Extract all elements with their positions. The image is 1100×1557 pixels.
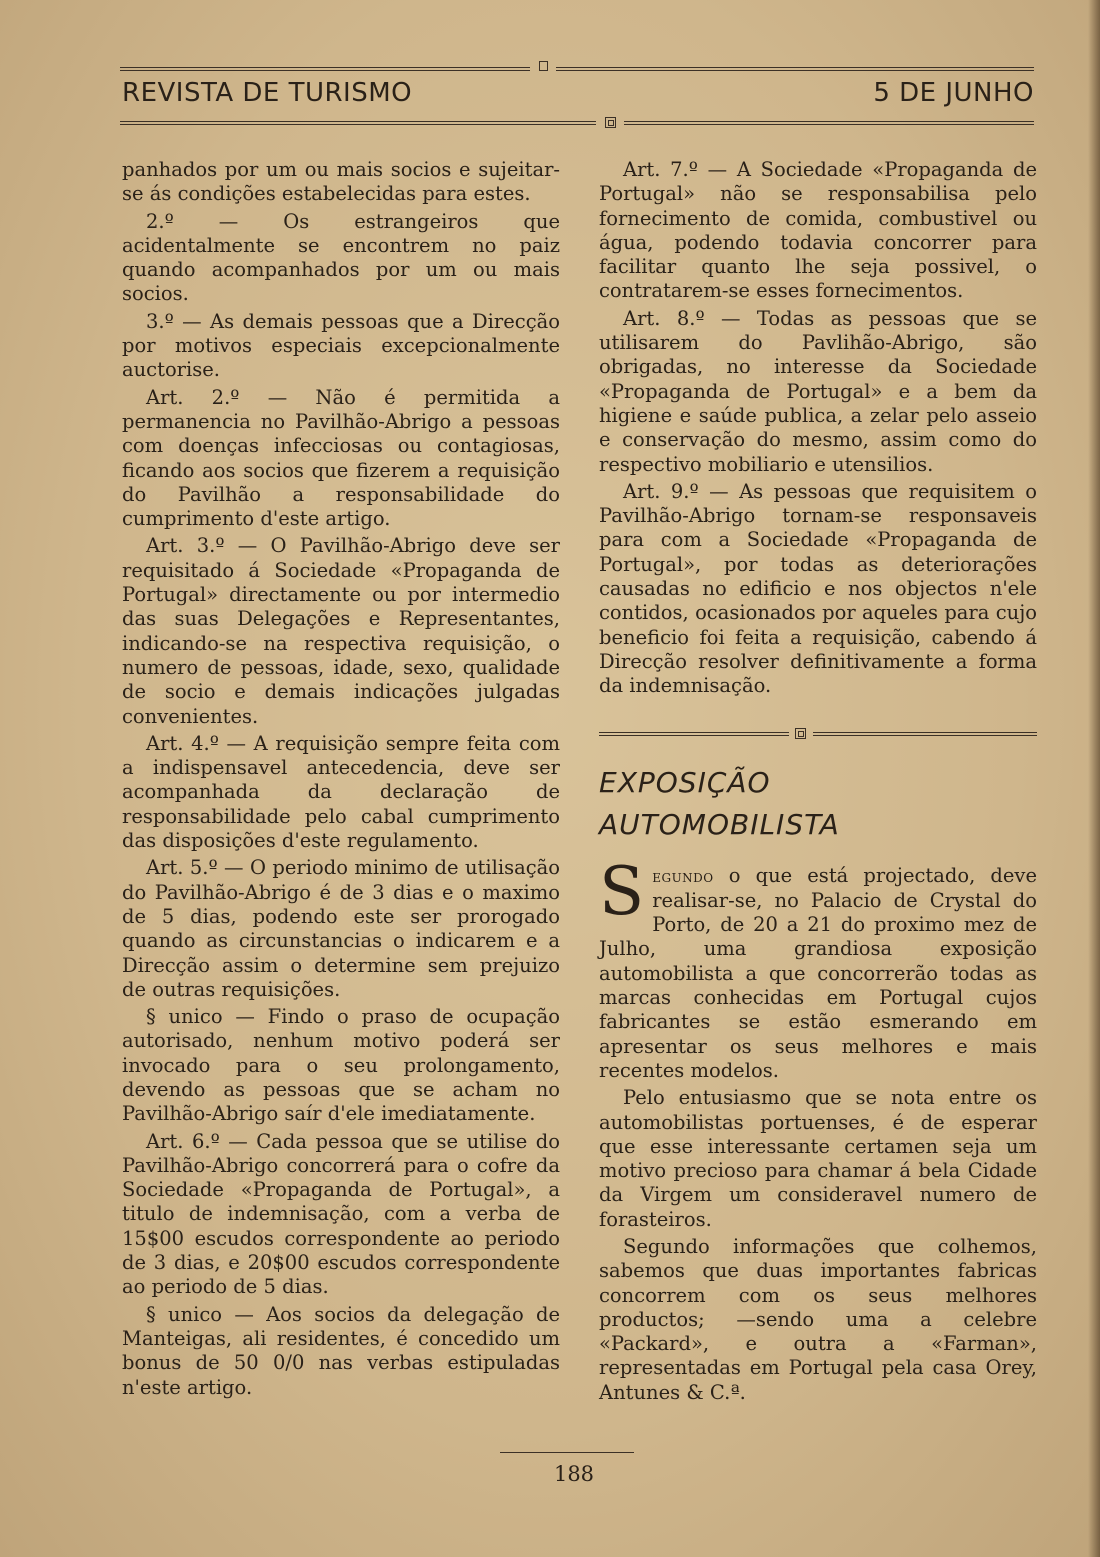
paragraph: Art. 9.º — As pessoas que requisitem o Pavilhão-Abrigo tornam-se responsaveis para com a Sociedade «Propaganda de Portugal», por todas as deteriorações causadas no edificio e nos objectos n'ele contidos, ocasionados por aqueles para cujo beneficio foi feita a requisição, cabendo á Direcção resolver definitivamente a forma da indemnisação. [599,479,1037,698]
header-top-rule-right-2 [556,70,1034,71]
header-bottom-rule-left-2 [120,124,596,125]
paragraph: Art. 5.º — O periodo minimo de utilisação do Pavilhão-Abrigo é de 3 dias e o maximo de 5 dias, podendo este ser prorogado quando as circunstancias o indicarem e a Direcção assim o determine sem prejuizo de outras requisições. [122,856,560,1001]
paragraph: Art. 7.º — A Sociedade «Propaganda de Portugal» não se responsabilisa pelo fornecimento de comida, combustivel ou água, podendo todavia concorrer para facilitar quanto lhe seja possivel, o contratarem-se esses fornecimentos. [599,158,1037,303]
paragraph: Art. 3.º — O Pavilhão-Abrigo deve ser requisitado á Sociedade «Propaganda de Portugal» directamente ou por intermedio das suas Delegações e Representantes, indicando-se na respectiva requisição, o numero de pessoas, idade, sexo, qualidade de socio e demais indicações julgadas convenientes. [122,534,560,728]
header-bottom-rule-left [120,121,596,122]
page-edge-shadow [1088,0,1100,1557]
article-title-line-1: EXPOSIÇÃO [599,765,771,799]
header-bottom-rule-right-2 [624,124,1034,125]
paragraph: § unico — Findo o praso de ocupação autorisado, nenhum motivo poderá ser invocado para o seu prolongamento, devendo as pessoas que se acham no Pavilhão-Abrigo saír d'ele imediatamente. [122,1005,560,1126]
paragraph: Art. 4.º — A requisição sempre feita com a indispensavel antecedencia, deve ser acompanhada da declaração de responsabilidade pelo cabal cumprimento das disposições d'este regulamento. [122,731,560,853]
journal-title: REVISTA DE TURISMO [122,78,413,108]
paragraph: § unico — Aos socios da delegação de Manteigas, ali residentes, é concedido um bonus de 50 0/0 nas verbas estipuladas n'este artigo. [122,1302,560,1399]
paragraph: 3.º — As demais pessoas que a Direcção por motivos especiais excepcionalmente auctorise. [122,309,560,382]
separator-rule-right-2 [813,735,1037,736]
right-column [599,158,1037,1408]
header-ornament-top [539,61,548,71]
paragraph: Pelo entusiasmo que se nota entre os automobilistas portuenses, é de esperar que esse interessante certamen seja um motivo precioso para chamar á bela Cidade da Virgem um consideravel numero de forasteiros. [599,1086,1037,1231]
article-title-line-2: AUTOMOBILISTA [599,807,840,841]
lead-small-caps: egundo [652,866,714,887]
section-separator [599,702,1037,752]
paragraph: Art. 8.º — Todas as pessoas que se utilisarem do Pavlihão-Abrigo, são obrigadas, no interesse da Sociedade «Propaganda de Portugal» e a bem da higiene e saúde publica, a zelar pelo asseio e conservação do mesmo, assim como do respectivo mobiliario e utensilios. [599,306,1037,476]
separator-rule-right [813,732,1037,733]
separator-rule-left [599,732,789,733]
header-top-rule-left [120,67,530,68]
header-top-rule-left-2 [120,70,530,71]
footer-rule [500,1452,634,1453]
drop-cap: S [599,852,645,930]
header-bottom-rule-right [624,121,1034,122]
paragraph: panhados por um ou mais socios e sujeitar-se ás condições estabelecidas para estes. [122,158,560,206]
separator-rule-left-2 [599,735,789,736]
page-number: 188 [553,1462,595,1486]
header-ornament-bottom [605,117,616,128]
paragraph: 2.º — Os estrangeiros que acidentalmente se encontrem no paiz quando acompanhados por um ou mais socios. [122,209,560,306]
article-title [599,762,1037,846]
issue-date: 5 DE JUNHO [873,78,1034,108]
lead-text: o que está projectado, deve realisar-se, no Palacio de Crystal do Porto, de 20 a 21 do proximo mez de Julho, uma grandiosa exposição automobilista a que concorrerão todas as marcas conhecidas em Portugal cujos fabricantes se estão esmerando em apresentar os seus melhores e mais recentes modelos. [599,863,1037,1082]
paragraph: Art. 6.º — Cada pessoa que se utilise do Pavilhão-Abrigo concorrerá para o cofre da Sociedade «Propaganda de Portugal», a titulo de indemnisação, com a verba de 15$00 escudos correspondente ao periodo de 3 dias, e 20$00 escudos correspondente ao periodo de 5 dias. [122,1129,560,1299]
left-column [122,158,560,1403]
separator-ornament [795,728,806,739]
header-top-rule-right [556,67,1034,68]
paragraph: Segundo informações que colhemos, sabemos que duas importantes fabricas concorrem com os seus melhores productos; —sendo uma a celebre «Packard», e outra a «Farman», representadas em Portugal pela casa Orey, Antunes & C.ª. [599,1234,1037,1404]
paragraph: Art. 2.º — Não é permitida a permanencia no Pavilhão-Abrigo a pessoas com doenças infecciosas ou contagiosas, ficando aos socios que fizerem a requisição do Pavilhão a responsabilidade do cumprimento d'este artigo. [122,385,560,531]
article-lead-paragraph [599,852,1037,1084]
